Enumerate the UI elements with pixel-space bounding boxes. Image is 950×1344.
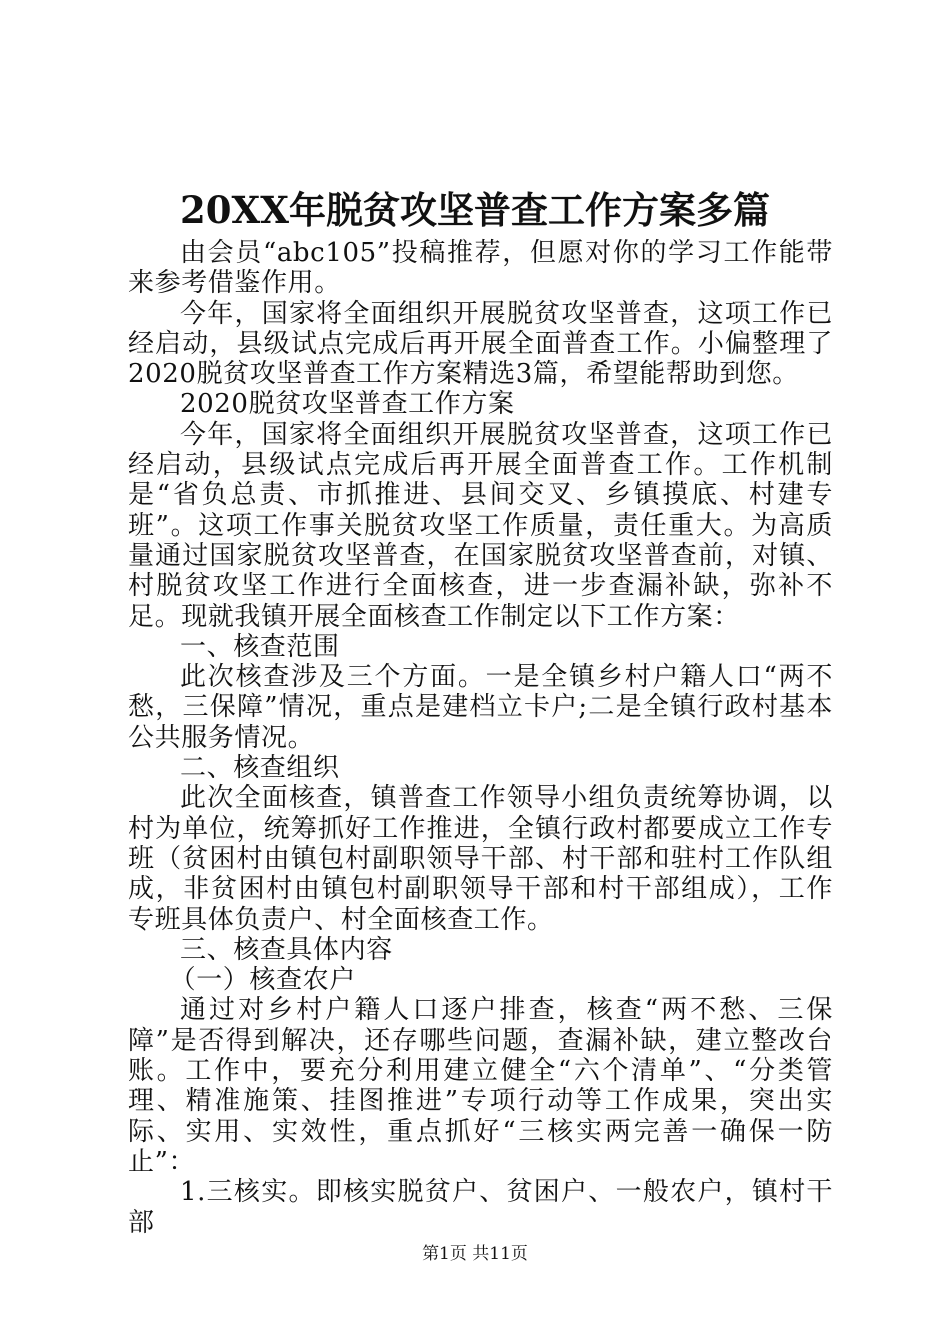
section-heading-scope: 一、核查范围 bbox=[180, 631, 340, 662]
paragraph-three-verifications: 1.三核实。即核实脱贫户、贫困户、一般农户，镇村干部 bbox=[128, 1177, 833, 1238]
paragraph-intro: 由会员“abc105”投稿推荐，但愿对你的学习工作能带来参考借鉴作用。 bbox=[128, 238, 833, 299]
document-body bbox=[128, 238, 833, 1238]
paragraph-scope: 此次核查涉及三个方面。一是全镇乡村户籍人口“两不愁，三保障”情况，重点是建档立卡户;二是全镇行政村基本公共服务情况。 bbox=[128, 662, 833, 753]
section-heading-organization: 二、核查组织 bbox=[180, 753, 340, 784]
paragraph-overview: 今年，国家将全面组织开展脱贫攻坚普查，这项工作已经启动，县级试点完成后再开展全面普查工作。小偏整理了2020脱贫攻坚普查工作方案精选3篇，希望能帮助到您。 bbox=[128, 298, 833, 390]
subsection-heading-households: （一）核查农户 bbox=[169, 965, 356, 996]
paragraph-plan-body: 今年，国家将全面组织开展脱贫攻坚普查，这项工作已经启动，县级试点完成后再开展全面普查工作。工作机制是“省负总责、市抓推进、县间交叉、乡镇摸底、村建专班”。这项工作事关脱贫攻坚工作质量，责任重大。为高质量通过国家脱贫攻坚普查，在国家脱贫攻坚普查前，对镇、村脱贫攻坚工作进行全面核查，进一步查漏补缺，弥补不足。现就我镇开展全面核查工作制定以下工作方案： bbox=[128, 419, 833, 632]
section-heading-plan: 2020脱贫攻坚普查工作方案 bbox=[180, 389, 515, 420]
document-title: 20XX年脱贫攻坚普查工作方案多篇 bbox=[180, 188, 770, 232]
page-footer: 第1页 共11页 bbox=[422, 1244, 528, 1264]
paragraph-households: 通过对乡村户籍人口逐户排查，核查“两不愁、三保障”是否得到解决，还存哪些问题，查漏补缺，建立整改台账。工作中，要充分利用建立健全“六个清单”、“分类管理、精准施策、挂图推进”专项行动等工作成果，突出实际、实用、实效性，重点抓好“三核实两完善一确保一防止”： bbox=[128, 995, 833, 1177]
section-heading-content: 三、核查具体内容 bbox=[180, 934, 393, 965]
paragraph-organization: 此次全面核查，镇普查工作领导小组负责统筹协调，以村为单位，统筹抓好工作推进，全镇行政村都要成立工作专班（贫困村由镇包村副职领导干部、村干部和驻村工作队组成，非贫困村由镇包村副职领导干部和村干部组成），工作专班具体负责户、村全面核查工作。 bbox=[128, 783, 833, 935]
